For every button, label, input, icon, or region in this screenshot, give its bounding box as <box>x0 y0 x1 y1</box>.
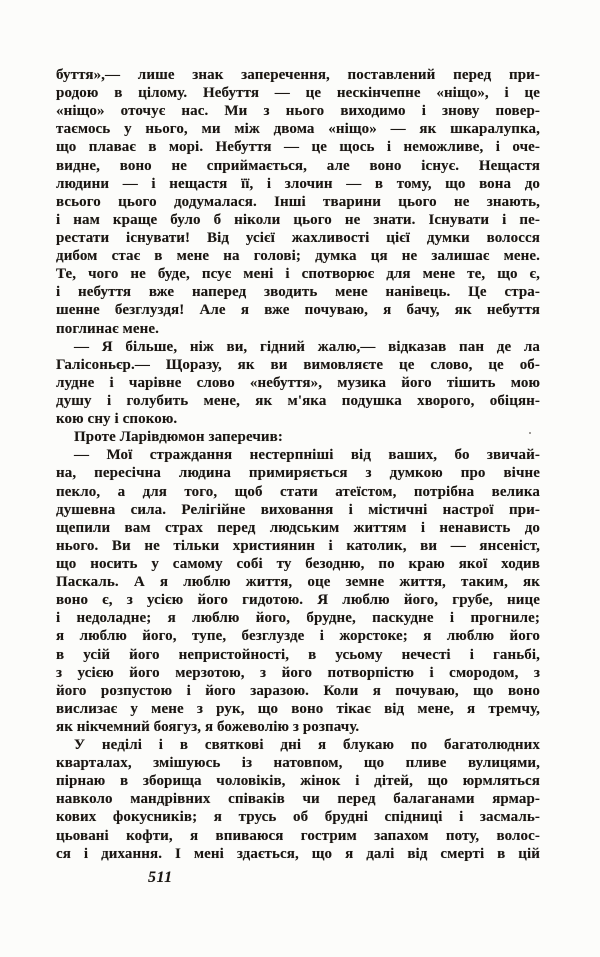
text-line: і недоладне; я люблю його, брудне, паскудне і прогниле; <box>56 610 540 627</box>
text-line: в усій його непристойності, в усьому нечесті і ганьбі, <box>56 646 540 663</box>
text-line: шенне безглуздя! Але я вже почуваю, я бачу, як небуття <box>56 302 540 319</box>
text-line: людини — і нещастя її, і злочин — в тому, що вона до <box>56 175 540 192</box>
text-line: Те, чого не буде, псує мені і спотворює для мене те, що є, <box>56 266 540 283</box>
text-line-paragraph-start: — Мої страждання нестерпніші від ваших, бо звичай- <box>74 447 540 464</box>
text-line: і нам краще було б ніколи цього не знати. Існувати і пе- <box>56 211 540 228</box>
text-line: кварталах, змішуюсь із натовпом, що пливе вулицями, <box>56 755 540 772</box>
text-line: нього. Ви не тільки християнин і католик, ви — янсеніст, <box>56 537 540 554</box>
text-line: його розпустою і його заразою. Коли я почуваю, що воно <box>56 682 540 699</box>
text-line: воно є, з усією його гидотою. Я люблю його, грубе, нице <box>56 592 540 609</box>
text-line: пекло, а для того, щоб стати атеїстом, потрібна велика <box>56 483 540 500</box>
body-text-block <box>56 66 540 863</box>
text-line: вислизає у мене з рук, що воно тікає від мене, я тремчу, <box>56 700 540 717</box>
text-line-paragraph-end: кою сну і спокою. <box>56 411 178 428</box>
page-number: 511 <box>148 869 173 886</box>
text-line: кових фокусників; я трусь об брудні спідниці і засмаль- <box>56 809 540 826</box>
text-line: ся і дихання. І мені здається, що я далі від смерті в цій <box>56 845 540 862</box>
text-line: рестати існувати! Від усієї жахливості цієї думки волосся <box>56 229 540 246</box>
scan-ink-speck <box>529 432 531 434</box>
text-line: дибом стає в мене на голові; думка ця не залишає мене. <box>56 248 540 265</box>
text-line: таємось у нього, ми між двома «ніщо» — як шкаралупка, <box>56 121 540 138</box>
text-line: щепили вам страх перед людським життям і ненависть до <box>56 519 540 536</box>
text-line-paragraph-start: У неділі і в святкові дні я блукаю по багатолюдних <box>74 737 540 754</box>
text-line-paragraph-end: як нікчемний боягуз, я божеволію з розпачу. <box>56 718 360 735</box>
text-line: «ніщо» оточує нас. Ми з нього виходимо і знову повер- <box>56 103 540 120</box>
text-line: що носить у самому собі ту безодню, по краю якої ходив <box>56 555 540 572</box>
text-line: на, пересічна людина примиряється з думкою про вічне <box>56 465 540 482</box>
text-line-paragraph-single: Проте Ларівдюмон заперечив: <box>74 429 283 446</box>
text-line-paragraph-start: — Я більше, ніж ви, гідний жалю,— відказав пан де ла <box>74 338 540 355</box>
text-line: цьовані кофти, я впиваюся гострим запахом поту, волос- <box>56 827 540 844</box>
text-line: лудне і чарівне слово «небуття», музика його тішить мою <box>56 374 540 391</box>
text-line: Галісоньєр.— Щоразу, як ви вимовляєте це слово, це об- <box>56 356 540 373</box>
text-line: навколо мандрівних співаків чи перед балаганами ярмар- <box>56 791 540 808</box>
text-line: і небуття вже наперед зводить мене нанівець. Це стра- <box>56 284 540 301</box>
text-line-paragraph-end: поглинає мене. <box>56 320 159 337</box>
text-line: пірнаю в зборища чоловіків, жінок і дітей, що юрмляться <box>56 773 540 790</box>
text-line: Паскаль. А я люблю життя, оце земне життя, таким, як <box>56 574 540 591</box>
text-line: видне, воно не сприймається, але воно існує. Нещастя <box>56 157 540 174</box>
text-line: душевна сила. Релігійне виховання і містичні настрої при- <box>56 501 540 518</box>
text-line: я люблю його, тупе, безглузде і жорстоке; я люблю його <box>56 628 540 645</box>
text-line: родою в цілому. Небуття — це нескінчепне «ніщо», і це <box>56 85 540 102</box>
text-line: всього цього додумалася. Інші тварини цього не знають, <box>56 193 540 210</box>
text-line: душу і голубить мене, як м'яка подушка хворого, обіцян- <box>56 392 540 409</box>
text-line: з усією його мерзотою, з його потворпістю і смородом, з <box>56 664 540 681</box>
text-line: що плаває в морі. Небуття — це щось і неможливе, і оче- <box>56 139 540 156</box>
text-line: буття»,— лише знак заперечення, поставлений перед при- <box>56 67 540 83</box>
